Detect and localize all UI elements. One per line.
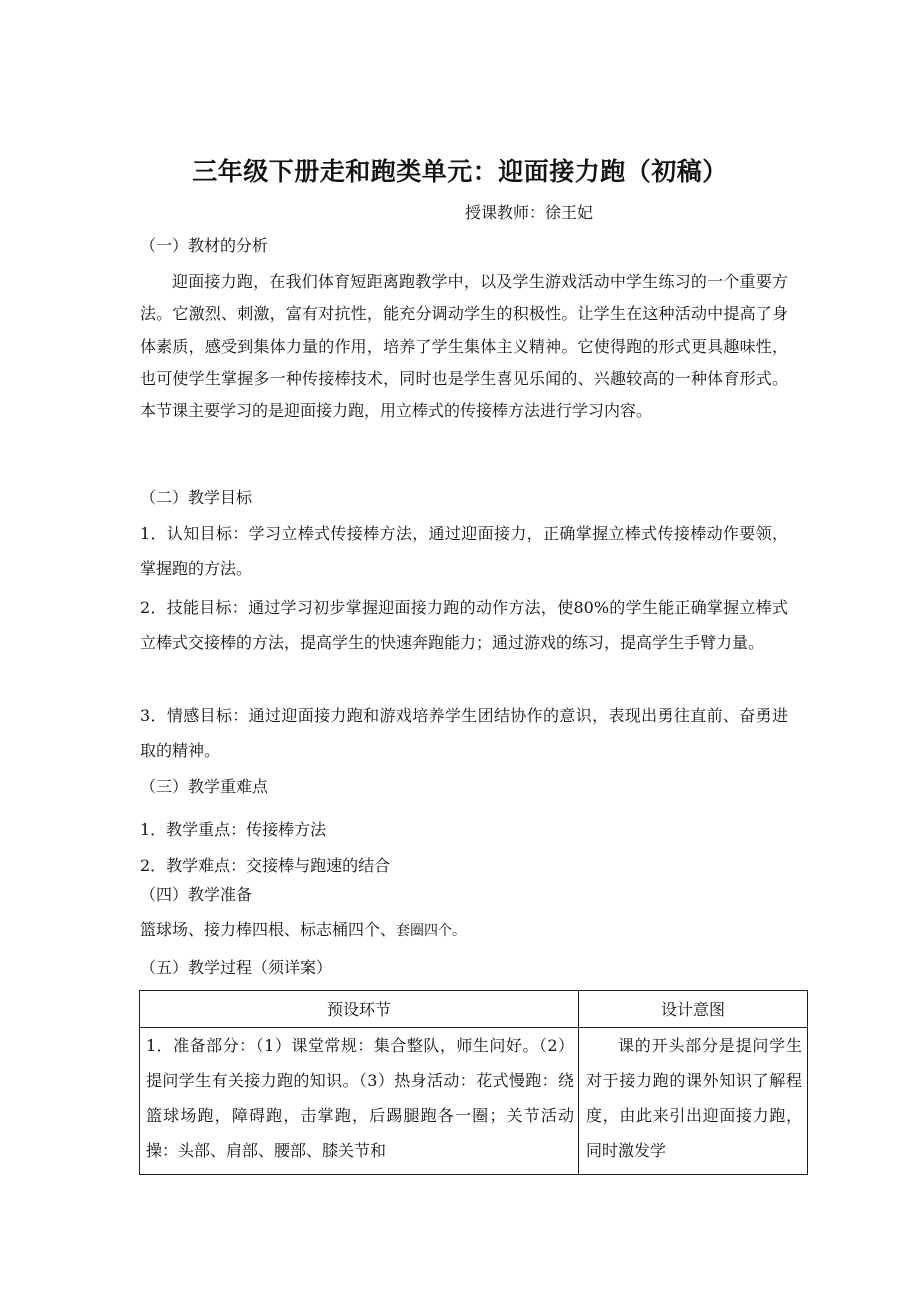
objective-cognitive: 1．认知目标：学习立棒式传接棒方法，通过迎面接力，正确掌握立棒式传接棒动作要领，掌握跑的方法。 xyxy=(140,524,788,578)
objective-skill: 2．技能目标：通过学习初步掌握迎面接力跑的动作方法，使80%的学生能正确掌握立棒式立棒式交接棒的方法，提高学生的快速奔跑能力；通过游戏的练习，提高学生手臂力量。 xyxy=(140,598,788,652)
table-header-right: 设计意图 xyxy=(660,1000,725,1019)
preparation-small: 套圈四个。 xyxy=(396,923,467,939)
teaching-process-table xyxy=(139,990,808,1175)
preparation-main: 篮球场、接力棒四根、标志桶四个、 xyxy=(140,920,397,939)
section-heading-1: （一）教材的分析 xyxy=(140,236,269,255)
section-heading-3: （三）教学重难点 xyxy=(140,777,269,796)
section-heading-2: （二）教学目标 xyxy=(140,488,253,507)
key-point: 1．教学重点：传接棒方法 xyxy=(140,820,327,839)
table-cell-procedure: 1．准备部分：（1）课堂常规：集合整队，师生问好。（2）提问学生有关接力跑的知识。（3）热身活动：花式慢跑：绕篮球场跑，障碍跑，击掌跑，后踢腿跑各一圈；关节活动操：头部、肩部、腰部、膝关节和 xyxy=(146,1036,574,1160)
teacher-name: 授课教师：徐王妃 xyxy=(465,203,594,222)
table-cell-intent: 课的开头部分是提问学生对于接力跑的课外知识了解程度，由此来引出迎面接力跑，同时激发学 xyxy=(586,1036,802,1160)
document-title: 三年级下册走和跑类单元：迎面接力跑（初稿） xyxy=(192,157,728,186)
difficult-point: 2．教学难点：交接棒与跑速的结合 xyxy=(140,856,391,875)
table-header-left: 预设环节 xyxy=(326,1000,391,1019)
section-heading-5: （五）教学过程（须详案） xyxy=(140,958,333,977)
preparation-text xyxy=(140,920,790,941)
objective-emotional: 3．情感目标：通过迎面接力跑和游戏培养学生团结协作的意识，表现出勇往直前、奋勇进取的精神。 xyxy=(140,706,788,760)
section-1-paragraph: 迎面接力跑，在我们体育短距离跑教学中，以及学生游戏活动中学生练习的一个重要方法。它激烈、刺激，富有对抗性，能充分调动学生的积极性。让学生在这种活动中提高了身体素质，感受到集体力量的作用，培养了学生集体主义精神。它使得跑的形式更具趣味性，也可使学生掌握多一种传接棒技术，同时也是学生喜见乐闻的、兴趣较高的一种体育形式。本节课主要学习的是迎面接力跑，用立棒式的传接棒方法进行学习内容。 xyxy=(140,272,788,421)
section-heading-4: （四）教学准备 xyxy=(140,885,253,904)
